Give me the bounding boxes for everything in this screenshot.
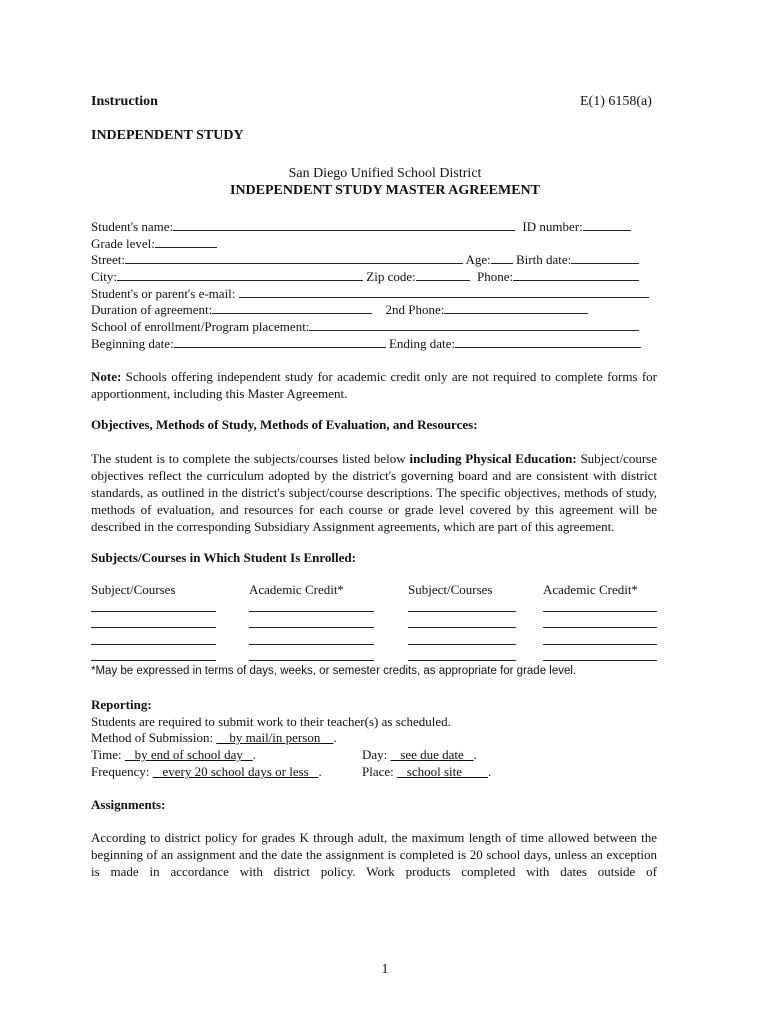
city-field[interactable] — [117, 268, 363, 281]
subjects-col-2: Subject/Courses — [408, 582, 493, 597]
subject-entry-line[interactable] — [543, 660, 657, 661]
place-label: Place: — [362, 764, 394, 779]
phone-field[interactable] — [513, 268, 639, 281]
credit-col-1: Academic Credit* — [249, 582, 344, 597]
district-name: San Diego Unified School District — [288, 166, 482, 181]
phone-label: Phone: — [476, 269, 514, 284]
frequency-label: Frequency: — [91, 764, 150, 779]
day-label: Day: — [362, 747, 388, 762]
objectives-text-bold: including Physical Education: — [409, 451, 577, 466]
email-field[interactable] — [239, 285, 649, 298]
duration-row — [91, 301, 588, 318]
ending-field[interactable] — [455, 335, 641, 348]
street-row — [91, 251, 639, 268]
assignments-paragraph: According to district policy for grades K through adult, the maximum length of time allowed between the beginning of an assignment and the date the assignment is completed is 20 school days, unless an exception is made in accordance with district policy. Work products completed with dates outside of — [91, 830, 657, 879]
frequency-value[interactable] — [153, 764, 319, 779]
page-number: 1 — [381, 962, 389, 977]
school-label: School of enrollment/Program placement: — [91, 319, 310, 334]
age-field[interactable] — [491, 251, 513, 264]
zip-field[interactable] — [416, 268, 470, 281]
day-value-text: see due date — [400, 747, 464, 762]
objectives-text-a: The student is to complete the subjects/courses listed below — [91, 451, 410, 466]
time-value-text: by end of school day — [134, 747, 243, 762]
note-label: Note: — [91, 369, 122, 384]
ending-label: Ending date: — [388, 336, 456, 351]
credit-col-2: Academic Credit* — [543, 582, 638, 597]
day-value[interactable] — [391, 747, 474, 762]
beginning-field[interactable] — [174, 335, 386, 348]
objectives-paragraph — [91, 450, 657, 535]
header-right: E(1) 6158(a) — [580, 94, 652, 109]
subject-entry-line[interactable] — [91, 627, 216, 628]
phone2-label: 2nd Phone: — [385, 302, 445, 317]
grade-level-field[interactable] — [155, 235, 217, 248]
time-row: Time: by end of school day . — [91, 747, 256, 762]
day-row: Day: see due date . — [362, 747, 477, 762]
student-name-row — [91, 218, 631, 235]
dates-row — [91, 335, 641, 352]
id-number-field[interactable] — [583, 218, 631, 231]
note-paragraph — [91, 368, 657, 402]
subject-entry-line[interactable] — [249, 627, 374, 628]
student-name-field[interactable] — [173, 218, 515, 231]
method-row: Method of Submission: by mail/in person . — [91, 730, 337, 745]
method-label: Method of Submission: — [91, 730, 214, 745]
birth-date-label: Birth date: — [516, 252, 572, 267]
objectives-text-b: Subject/course objectives reflect the curriculum adopted by the district's governing board and are consistent with district standards, as outlined in the district's subject/course descriptions. The specific objectives, methods of study, methods of evaluation, and resources for each course or grade level covered by this agreement will be described in the corresponding Subsidiary Assignment agreements, which are part of this agreement. — [91, 451, 657, 534]
school-field[interactable] — [309, 318, 639, 331]
subject-entry-line[interactable] — [91, 644, 216, 645]
note-text: Schools offering independent study for academic credit only are not required to complete forms for apportionment, including this Master Agreement. — [91, 369, 657, 401]
place-value[interactable] — [397, 764, 488, 779]
birth-date-field[interactable] — [571, 251, 639, 264]
agreement-title: INDEPENDENT STUDY MASTER AGREEMENT — [230, 183, 540, 198]
time-value[interactable] — [125, 747, 253, 762]
grade-level-label: Grade level: — [91, 236, 155, 251]
subject-entry-line[interactable] — [408, 644, 516, 645]
subject-entry-line[interactable] — [543, 611, 657, 612]
subject-entry-line[interactable] — [249, 644, 374, 645]
subject-entry-line[interactable] — [91, 660, 216, 661]
subjects-col-1: Subject/Courses — [91, 582, 176, 597]
subject-entry-line[interactable] — [249, 611, 374, 612]
email-label: Student's or parent's e-mail: — [91, 286, 236, 301]
street-field[interactable] — [125, 251, 463, 264]
duration-label: Duration of agreement: — [91, 302, 213, 317]
subject-entry-line[interactable] — [543, 627, 657, 628]
beginning-label: Beginning date: — [91, 336, 174, 351]
city-row — [91, 268, 639, 285]
reporting-heading: Reporting: — [91, 697, 152, 712]
subject-entry-line[interactable] — [408, 660, 516, 661]
city-label: City: — [91, 269, 118, 284]
method-value-text: by mail/in person — [229, 730, 321, 745]
age-label: Age: — [465, 252, 491, 267]
email-row — [91, 285, 649, 302]
subject-entry-line[interactable] — [249, 660, 374, 661]
subject-entry-line[interactable] — [543, 644, 657, 645]
subjects-heading: Subjects/Courses in Which Student Is Enrolled: — [91, 550, 356, 565]
street-label: Street: — [91, 252, 125, 267]
zip-label: Zip code: — [366, 269, 416, 284]
frequency-row: Frequency: every 20 school days or less . — [91, 764, 322, 779]
subject-entry-line[interactable] — [91, 611, 216, 612]
header-left: Instruction — [91, 94, 158, 109]
time-label: Time: — [91, 747, 122, 762]
school-row — [91, 318, 639, 335]
subject-entry-line[interactable] — [408, 611, 516, 612]
place-value-text: school site — [406, 764, 463, 779]
objectives-heading: Objectives, Methods of Study, Methods of Evaluation, and Resources: — [91, 417, 478, 432]
subject-entry-line[interactable] — [408, 627, 516, 628]
section-title: INDEPENDENT STUDY — [91, 128, 244, 143]
duration-field[interactable] — [212, 301, 372, 314]
student-name-label: Student's name: — [91, 219, 174, 234]
reporting-line: Students are required to submit work to their teacher(s) as scheduled. — [91, 714, 451, 729]
id-number-label: ID number: — [522, 219, 583, 234]
assignments-heading: Assignments: — [91, 797, 166, 812]
grade-level-row — [91, 235, 217, 252]
credit-footnote: *May be expressed in terms of days, weeks, or semester credits, as appropriate for grade level. — [91, 665, 577, 677]
frequency-value-text: every 20 school days or less — [162, 764, 309, 779]
method-value[interactable] — [216, 730, 333, 745]
place-row: Place: school site . — [362, 764, 492, 779]
phone2-field[interactable] — [444, 301, 588, 314]
